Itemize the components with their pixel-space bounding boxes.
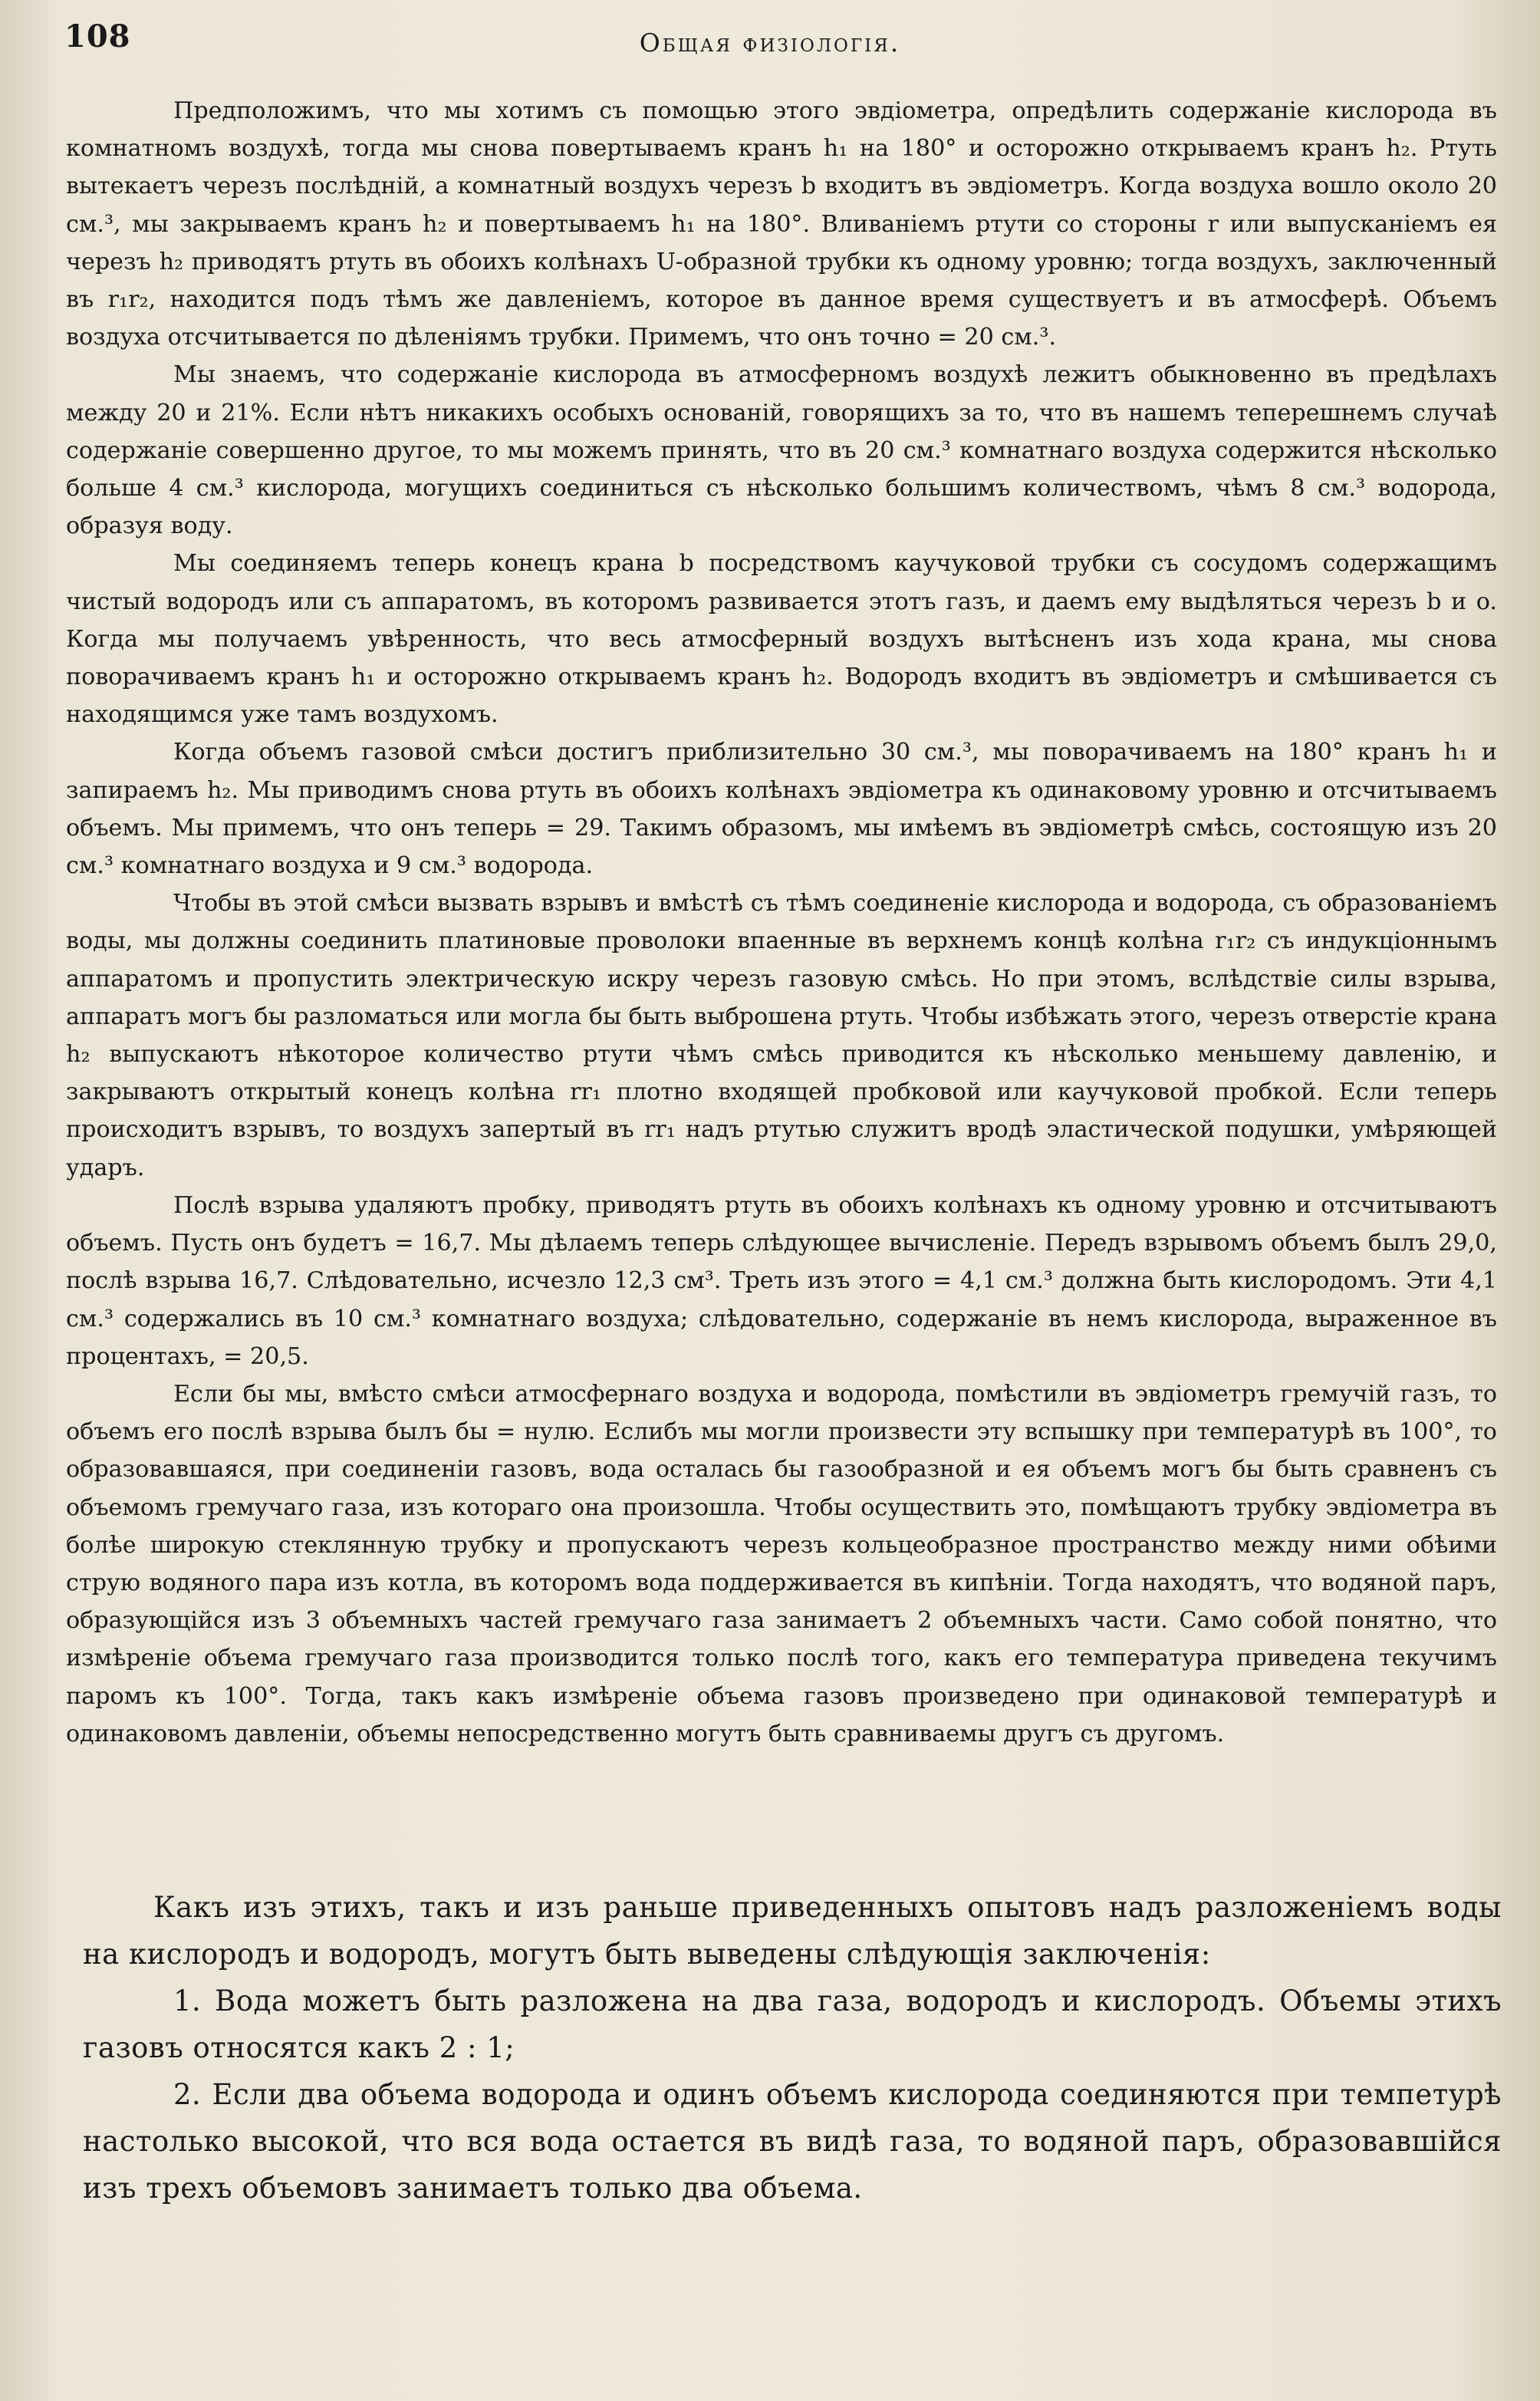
- paragraph: Когда объемъ газовой смѣси достигъ приблизительно 30 см.³, мы поворачиваемъ на 180° кранъ h₁ и запираемъ h₂. Мы приводимъ снова ртуть въ обоихъ колѣнахъ эвдiометра къ одинаковому уровню и отсчитываемъ объемъ. Мы примемъ, что онъ теперь = 29. Такимъ образомъ, мы имѣемъ въ эвдiометрѣ смѣсь, состоящую изъ 20 см.³ комнатнаго воздуха и 9 см.³ водорода.: [66, 739, 1497, 880]
- conclusions-section: [83, 1884, 1502, 2212]
- paragraph: Мы знаемъ, что содержанiе кислорода въ атмосферномъ воздухѣ лежитъ обыкновенно въ предѣлахъ между 20 и 21%. Если нѣтъ никакихъ особыхъ основанiй, говорящихъ за то, что въ нашемъ теперешнемъ случаѣ содержанiе совершенно другое, то мы можемъ принять, что въ 20 см.³ комнатнаго воздуха содержится нѣсколько больше 4 см.³ кислорода, могущихъ соединиться съ нѣсколько большимъ количествомъ, чѣмъ 8 см.³ водорода, образуя воду.: [66, 361, 1497, 540]
- page-number: 108: [64, 18, 131, 54]
- paragraph: Если бы мы, вмѣсто смѣси атмосфернаго воздуха и водорода, помѣстили въ эвдiометръ гремучiй газъ, то объемъ его послѣ взрыва былъ бы = нулю. Еслибъ мы могли произвести эту вспышку при температурѣ въ 100°, то образовавшаяся, при соединенiи газовъ, вода осталась бы газообразной и ея объемъ могъ бы быть сравненъ съ объемомъ гремучаго газа, изъ котораго она произошла. Чтобы осуществить это, помѣщаютъ трубку эвдiометра въ болѣе широкую стеклянную трубку и пропускаютъ черезъ кольцеобразное пространство между ними обѣими струю водяного пара изъ котла, въ которомъ вода поддерживается въ кипѣнiи. Тогда находятъ, что водяной паръ, образующiйся изъ 3 объемныхъ частей гремучаго газа занимаетъ 2 объемныхъ части. Само собой понятно, что измѣренiе объема гремучаго газа производится только послѣ того, какъ его температура приведена текучимъ паромъ къ 100°. Тогда, такъ какъ измѣренiе объема газовъ произведено при одинаковой температурѣ и одинаковомъ давленiи, объемы непосредственно могутъ быть сравниваемы другъ съ другомъ.: [66, 1380, 1497, 1747]
- page-header: [64, 14, 1476, 68]
- running-title: Общая физiологiя.: [639, 28, 901, 58]
- conclusion-item: 2. Если два объема водорода и одинъ объемъ кислорода соединяются при темпетурѣ настолько высокой, что вся вода остается въ видѣ газа, то водяной паръ, образовавшiйся изъ трехъ объемовъ занимаетъ только два объема.: [83, 2078, 1502, 2205]
- paragraph: Послѣ взрыва удаляютъ пробку, приводятъ ртуть въ обоихъ колѣнахъ къ одному уровню и отсчитываютъ объемъ. Пусть онъ будетъ = 16,7. Мы дѣлаемъ теперь слѣдующее вычисленiе. Передъ взрывомъ объемъ былъ 29,0, послѣ взрыва 16,7. Слѣдовательно, исчезло 12,3 см³. Треть изъ этого = 4,1 см.³ должна быть кислородомъ. Эти 4,1 см.³ содержались въ 10 см.³ комнатнаго воздуха; слѣдовательно, содержанiе въ немъ кислорода, выраженное въ процентахъ, = 20,5.: [66, 1191, 1497, 1370]
- conclusion-item: 1. Вода можетъ быть разложена на два газа, водородъ и кислородъ. Объемы этихъ газовъ относятся какъ 2 : 1;: [83, 1984, 1502, 2064]
- conclusions-intro: Какъ изъ этихъ, такъ и изъ раньше приведенныхъ опытовъ надъ разложенiемъ воды на кислородъ и водородъ, могутъ быть выведены слѣдующiя заключенiя:: [83, 1891, 1502, 1971]
- paragraph: Мы соединяемъ теперь конецъ крана b посредствомъ каучуковой трубки съ сосудомъ содержащимъ чистый водородъ или съ аппаратомъ, въ которомъ развивается этотъ газъ, и даемъ ему выдѣляться черезъ b и o. Когда мы получаемъ увѣренность, что весь атмосферный воздухъ вытѣсненъ изъ хода крана, мы снова поворачиваемъ кранъ h₁ и осторожно открываемъ кранъ h₂. Водородъ входитъ въ эвдiометръ и смѣшивается съ находящимся уже тамъ воздухомъ.: [66, 550, 1497, 729]
- body-text: [66, 92, 1497, 1753]
- paragraph: Предположимъ, что мы хотимъ съ помощью этого эвдiометра, опредѣлить содержанiе кислорода въ комнатномъ воздухѣ, тогда мы снова повертываемъ кранъ h₁ на 180° и осторожно открываемъ кранъ h₂. Ртуть вытекаетъ черезъ послѣднiй, а комнатный воздухъ черезъ b входитъ въ эвдiометръ. Когда воздуха вошло около 20 см.³, мы закрываемъ кранъ h₂ и повертываемъ h₁ на 180°. Вливанiемъ ртути со стороны r или выпусканiемъ ея черезъ h₂ приводятъ ртуть въ обоихъ колѣнахъ U-образной трубки къ одному уровню; тогда воздухъ, заключенный въ r₁r₂, находится подъ тѣмъ же давленiемъ, которое въ данное время существуетъ и въ атмосферѣ. Объемъ воздуха отсчитывается по дѣленiямъ трубки. Примемъ, что онъ точно = 20 см.³.: [66, 97, 1497, 351]
- paragraph: Чтобы въ этой смѣси вызвать взрывъ и вмѣстѣ съ тѣмъ соединенiе кислорода и водорода, съ образованiемъ воды, мы должны соединить платиновые проволоки впаенные въ верхнемъ концѣ колѣна r₁r₂ съ индукцiоннымъ аппаратомъ и пропустить электрическую искру черезъ газовую смѣсь. Но при этомъ, вслѣдствiе силы взрыва, аппаратъ могъ бы разломаться или могла бы быть выброшена ртуть. Чтобы избѣжать этого, черезъ отверстiе крана h₂ выпускаютъ нѣкоторое количество ртути чѣмъ смѣсь приводится къ нѣсколько меньшему давленiю, и закрываютъ открытый конецъ колѣна rr₁ плотно входящей пробковой или каучуковой пробкой. Если теперь происходитъ взрывъ, то воздухъ запертый въ rr₁ надъ ртутью служитъ вродѣ эластической подушки, умѣряющей ударъ.: [66, 890, 1497, 1181]
